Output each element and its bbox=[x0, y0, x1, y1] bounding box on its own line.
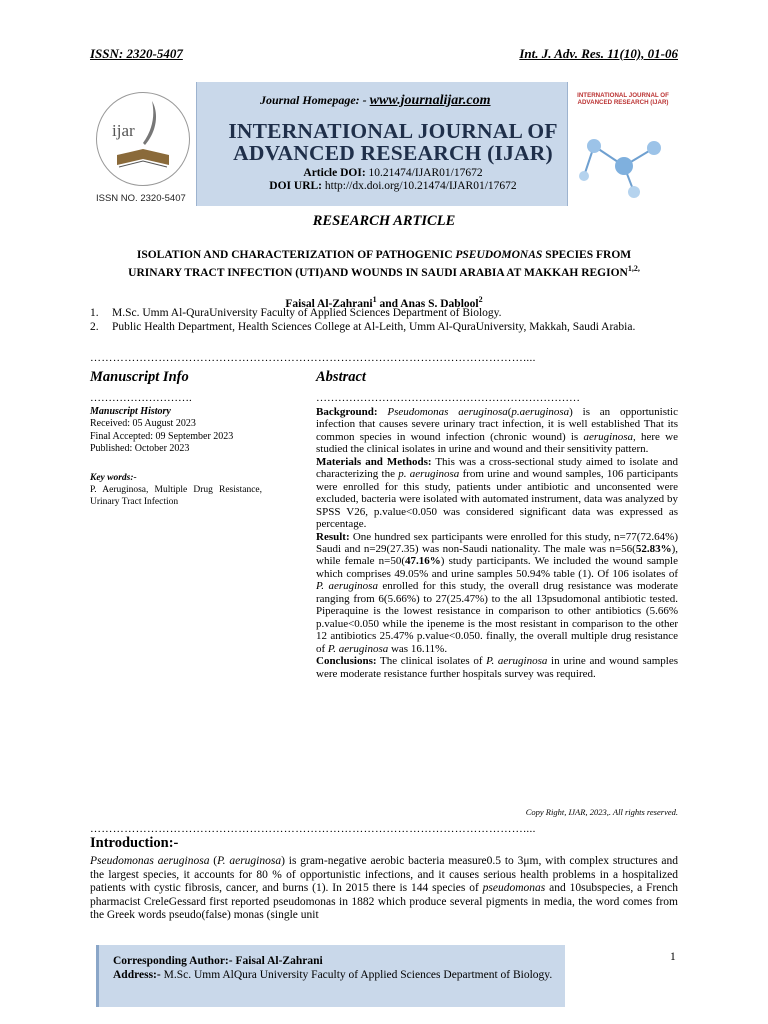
keywords-text: P. Aeruginosa, Multiple Drug Resistance, Urinary Tract Infection bbox=[90, 485, 262, 507]
species-name: aeruginosa bbox=[583, 430, 633, 443]
species-name: pseudomonas bbox=[482, 882, 546, 895]
title-line2: URINARY TRACT INFECTION (UTI)AND WOUNDS IN SAUDI ARABIA AT MAKKAH REGION bbox=[128, 266, 628, 279]
citation-text: Int. J. Adv. Res. 11(10), 01-06 bbox=[519, 46, 678, 61]
author-2: Anas S. Dablool bbox=[400, 297, 479, 310]
species-name: P. aeruginosa bbox=[316, 580, 378, 593]
species-name: Pseudomonas aeruginosa bbox=[90, 855, 210, 867]
male-percent: 52.83% bbox=[635, 542, 672, 555]
keywords-heading: Key words:- bbox=[90, 473, 137, 483]
abstract-body bbox=[316, 406, 678, 680]
affiliation-number: 2. bbox=[90, 321, 99, 333]
logo-issn: ISSN NO. 2320-5407 bbox=[96, 193, 186, 204]
affiliation-1 bbox=[90, 307, 678, 320]
received-date: Received: 05 August 2023 bbox=[90, 418, 196, 430]
page-number: 1 bbox=[670, 951, 676, 963]
text-run: The clinical isolates of bbox=[376, 655, 487, 668]
doi-label: Article DOI: bbox=[303, 167, 366, 179]
corresponding-address bbox=[113, 969, 553, 983]
species-name: p.aeruginosa bbox=[511, 406, 570, 418]
logo-seal-icon bbox=[96, 92, 190, 186]
background-label: Background: bbox=[316, 406, 378, 418]
text-run: ( bbox=[507, 406, 512, 418]
affiliation-number: 1. bbox=[90, 307, 99, 319]
species-name: P. aeruginosa bbox=[217, 855, 282, 867]
journal-title bbox=[220, 120, 566, 164]
title-italic: PSEUDOMONAS bbox=[455, 249, 543, 261]
logo-text: ijar bbox=[112, 121, 135, 140]
abstract-conclusions bbox=[316, 655, 678, 680]
journal-cover-thumbnail bbox=[567, 82, 678, 206]
text-run: and 10subspecies, a French pharmacist CreleGessard first reported pseudomonas in 1882 which produce several pigments in media, the word comes from the Greek words pseudo(false) monas (single unit bbox=[90, 882, 678, 922]
author-2-sup: 2 bbox=[478, 295, 483, 304]
author-1: Faisal Al-Zahrani bbox=[285, 297, 373, 310]
introduction-body bbox=[90, 855, 678, 923]
divider-dots: …………………………………………………………………………………………………….... bbox=[90, 352, 536, 364]
divider-dots: …………………………………………………………………………………………………….... bbox=[90, 823, 536, 835]
keywords-block bbox=[90, 472, 262, 508]
female-percent: 47.16% bbox=[405, 555, 441, 568]
copyright-notice: Copy Right, IJAR, 2023,. All rights reserved. bbox=[525, 807, 678, 817]
doi-url-label: DOI URL: bbox=[269, 180, 323, 192]
affiliation-text: Public Health Department, Health Sciences College at Al-Leith, Umm Al-QuraUniversity, Makkah, Saudi Arabia. bbox=[112, 321, 636, 333]
text-run: ) is gram-negative aerobic bacteria measure0.5 to 3 bbox=[281, 855, 524, 867]
manuscript-dots: ………………………. bbox=[90, 392, 192, 404]
abstract-results bbox=[316, 531, 678, 656]
abstract-dots: ……………………………………………………………… bbox=[316, 392, 580, 404]
conclusions-label: Conclusions: bbox=[316, 655, 377, 668]
text-run: One hundred sex participants were enrolled for this study, n=77(72.64%) Saudi and n=29(27.35) was non-Saudi nationality. The male was n=56( bbox=[316, 530, 678, 555]
address-label: Address:- bbox=[113, 968, 161, 981]
corresponding-author-label: Corresponding Author:- Faisal Al-Zahrani bbox=[113, 955, 323, 967]
results-label: Result: bbox=[316, 530, 350, 543]
species-name: Pseudomonas aeruginosa bbox=[387, 406, 508, 418]
micro-symbol: μ bbox=[523, 855, 530, 867]
journal-banner bbox=[90, 82, 678, 206]
journal-title-line1: INTERNATIONAL JOURNAL OF bbox=[228, 119, 558, 143]
address-text: M.Sc. Umm AlQura University Faculty of Applied Sciences Department of Biology. bbox=[160, 968, 553, 981]
homepage-link[interactable]: www.journalijar.com bbox=[369, 93, 491, 108]
doi-url-link[interactable]: http://dx.doi.org/10.21474/IJAR01/17672 bbox=[324, 180, 517, 192]
species-name: P. aeruginosa bbox=[327, 642, 389, 655]
text-run: , here we studied the clinical isolates in urine and wound and their sensitivity pattern. bbox=[316, 430, 678, 456]
manuscript-history bbox=[90, 406, 262, 456]
article-type: RESEARCH ARTICLE bbox=[312, 213, 456, 229]
corresponding-author-box bbox=[96, 945, 565, 1007]
text-run: from urine and wound samples, 106 participants were enrolled for this study, patients under antibiotic and unconsented were excluded, bacteria were isolated with automated instrument, data was analyzed by SPSS V26, p.value<0.050 was considered significant data was expressed as percentage. bbox=[316, 468, 678, 531]
molecule-icon bbox=[574, 126, 672, 200]
journal-logo bbox=[90, 82, 197, 206]
doi-block bbox=[220, 167, 566, 193]
author-1-sup: 1 bbox=[372, 295, 377, 304]
manuscript-info-heading: Manuscript Info bbox=[90, 369, 189, 385]
affiliation-2 bbox=[90, 321, 678, 334]
text-run: ), while female n=50( bbox=[316, 542, 678, 568]
author-conjunction: and bbox=[376, 297, 401, 310]
text-run: was 16.11%. bbox=[388, 642, 448, 655]
homepage-label: Journal Homepage: - bbox=[260, 93, 367, 107]
cover-title: INTERNATIONAL JOURNAL OF ADVANCED RESEARCH (IJAR) bbox=[577, 92, 669, 106]
title-part1: ISOLATION AND CHARACTERIZATION OF PATHOGENIC bbox=[136, 249, 456, 261]
issn-text: ISSN: 2320-5407 bbox=[90, 46, 183, 61]
abstract-methods bbox=[316, 456, 678, 531]
running-header bbox=[90, 47, 678, 60]
species-name: p. aeruginosa bbox=[398, 468, 460, 481]
abstract-background bbox=[316, 406, 678, 456]
history-heading: Manuscript History bbox=[90, 406, 171, 417]
accepted-date: Final Accepted: 09 September 2023 bbox=[90, 430, 234, 442]
title-part2: SPECIES FROM bbox=[542, 249, 632, 261]
text-run: This was a cross-sectional study aimed to isolate and characterizing the bbox=[316, 455, 678, 481]
abstract-heading: Abstract bbox=[316, 369, 366, 385]
text-run: in urine and wound samples were moderate resistance further hospitals survey was required. bbox=[316, 655, 678, 680]
text-run: m, with complex structures and the largest species, it accounts for 80 % of opportunistic infections, and it causes serious health problems in a hospitalized patients with cystic fibrosis, cancer, and burns (1). In 2015 there is 144 species of bbox=[90, 855, 678, 895]
text-run: ( bbox=[209, 855, 218, 867]
text-run: ) is an opportunistic infection that causes severe urinary tract infection, it is well established That its common species in wound infection (chronic wound) is bbox=[316, 406, 678, 443]
species-name: P. aeruginosa bbox=[486, 655, 548, 668]
journal-homepage bbox=[260, 94, 491, 107]
methods-label: Materials and Methods: bbox=[316, 455, 432, 468]
published-date: Published: October 2023 bbox=[90, 443, 190, 455]
paper-title bbox=[90, 248, 678, 280]
doi-value: 10.21474/IJAR01/17672 bbox=[368, 167, 483, 179]
text-run: enrolled for this study, the overall drug resistance was moderate ranging from 6(5.66%) to 27(25.47%) to the all 13psudomonal antibiotic tested. Piperaquine is the lowest resistance in comparison to other antibiotics (5.66% p.value<0.050 while the ipeneme is the most resistant in comparison to the other 12 antibiotics 25.47% p.value<0.050. finally, the overall multiple drug resistance of bbox=[316, 580, 678, 655]
introduction-heading: Introduction:- bbox=[90, 835, 179, 851]
text-run: ) study participants. We included the wound sample which comprises 49.05% and urine samples 50.94% table (1). Of 106 isolates of bbox=[316, 555, 678, 580]
affiliation-text: M.Sc. Umm Al-QuraUniversity Faculty of Applied Sciences Department of Biology. bbox=[112, 307, 502, 319]
title-superscript: 1,2, bbox=[627, 264, 640, 273]
journal-title-line2: ADVANCED RESEARCH (IJAR) bbox=[233, 141, 553, 165]
